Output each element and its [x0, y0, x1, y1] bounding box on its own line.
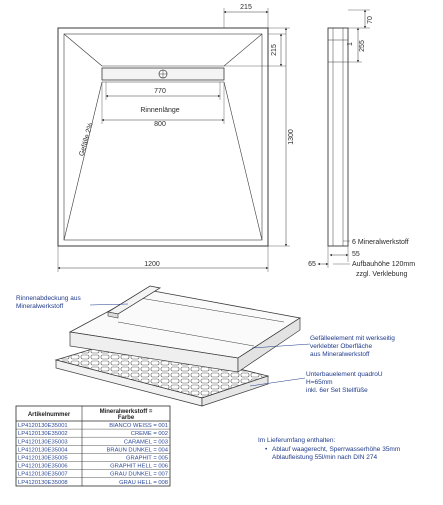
dim-top-right: 215 [240, 4, 252, 11]
dim-drain-length: 800 [154, 121, 166, 128]
table-cell-color: BIANCO WEISS = 001 [109, 423, 168, 430]
dim-65: 65 [308, 261, 316, 268]
table-cell-article: LP4120130E35002 [18, 431, 68, 438]
table-cell-article: LP4120130E35001 [18, 423, 68, 430]
article-table [16, 406, 170, 486]
height-note: zzgl. Verklebung [356, 271, 408, 278]
scope-title: Im Lieferumfang enthalten: [258, 437, 336, 444]
tray-inner [64, 34, 262, 240]
cover-label-2: Mineralwerkstoff [16, 303, 64, 310]
table-cell-article: LP4120130E35005 [18, 455, 68, 462]
dim-right-small: 215 [271, 44, 278, 56]
table-col1-header: Artikelnummer [27, 412, 71, 418]
base-label-2: H=65mm [306, 379, 333, 386]
table-cell-color: GRAPHIT HELL = 006 [110, 463, 168, 470]
slope-element-label-2: verklebter Oberfläche [310, 343, 373, 350]
iso-view [16, 286, 395, 406]
side-mineral-label: 6 Mineralwerkstoff [352, 239, 409, 246]
slope-element-label-1: Gefälleelement mit werkseitig [310, 335, 395, 342]
base-label-3: inkl. 6er Set Stellfüße [306, 387, 368, 394]
scope-note [258, 437, 400, 461]
table-cell-color: GRAPHIT = 005 [126, 455, 168, 462]
slope-element-label-3: aus Mineralwerkstoff [310, 351, 370, 358]
table-cell-article: LP4120130E35007 [18, 471, 68, 478]
dim-55: 55 [352, 251, 360, 258]
table-cell-article: LP4120130E35004 [18, 447, 68, 454]
table-cell-article: LP4120130E35006 [18, 463, 68, 470]
scope-line-2: Ablaufleistung 55l/min nach DIN 274 [272, 454, 378, 461]
table-col2-header-2: Farbe [117, 415, 135, 421]
top-view [58, 4, 295, 272]
table-cell-color: GRAU HELL = 008 [119, 479, 168, 486]
dim-drain-width: 770 [154, 88, 166, 95]
side-view [308, 10, 415, 278]
dim-255: 255 [359, 40, 366, 52]
table-col2-header-1: Mineralwerkstoff = [99, 409, 153, 415]
table-cell-color: CARAMEL = 003 [123, 439, 168, 446]
table-cell-color: GRAU DUNKEL = 007 [110, 471, 168, 478]
drain-length-label: Rinnenlänge [140, 107, 180, 114]
table-cell-color: BRAUN DUNKEL = 004 [106, 447, 168, 454]
dim-width: 1200 [144, 261, 160, 268]
dim-height: 1300 [288, 129, 295, 145]
table-cell-color: CREME = 002 [130, 431, 168, 438]
height-label: Aufbauhöhe 120mm [352, 261, 416, 268]
dim-70: 70 [367, 16, 374, 24]
base-label-1: Unterbauelement quadroU [306, 371, 383, 378]
table-cell-article: LP4120130E35008 [18, 479, 68, 486]
cover-label-1: Rinnenabdeckung aus [16, 295, 81, 302]
scope-line-1: Ablauf waagerecht, Sperrwasserhöhe 35mm [272, 446, 401, 453]
scope-bullet: • [265, 446, 268, 453]
slope-label: Gefälle 2% [78, 122, 95, 158]
dim-1: 1 [347, 42, 354, 46]
table-cell-article: LP4120130E35003 [18, 439, 68, 446]
